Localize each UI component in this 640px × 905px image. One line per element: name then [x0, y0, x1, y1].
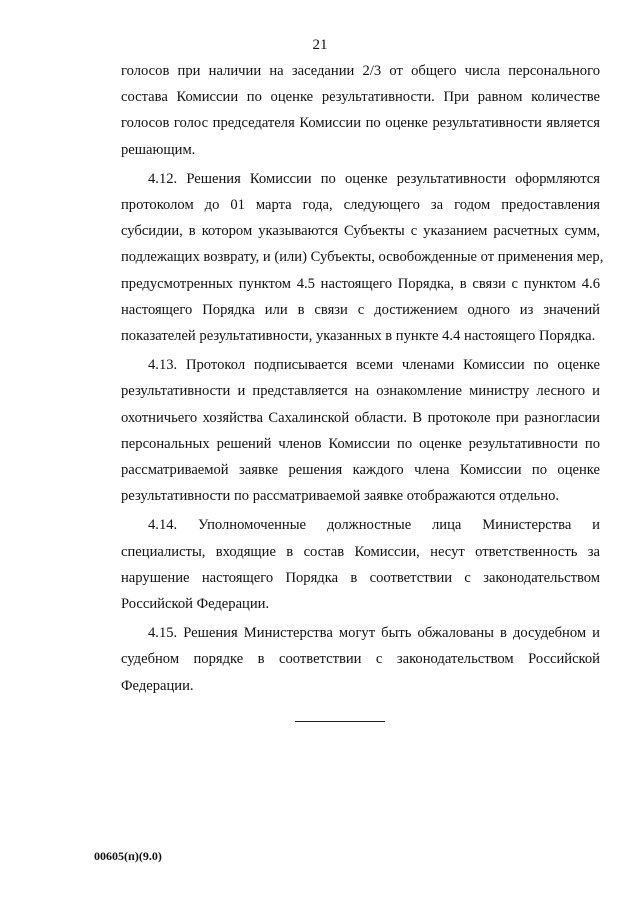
text-line: решающим.: [121, 141, 196, 158]
text-line: голосов голос председателя Комиссии по оценке результативности является: [121, 115, 600, 132]
paragraph-4-15: [121, 620, 600, 699]
text-line: 4.14. Уполномоченные должностные лица Министерства и: [148, 517, 600, 534]
text-line: результативности и представляется на ознакомление министру лесного и: [121, 383, 600, 400]
paragraph-continuation: [121, 58, 600, 163]
text-line: охотничьего хозяйства Сахалинской области. В протоколе при разногласии: [121, 409, 600, 426]
end-separator-line: [295, 721, 385, 722]
text-line: протоколом до 01 марта года, следующего за годом предоставления: [121, 197, 600, 214]
text-line: Российской Федерации.: [121, 596, 270, 613]
text-line: 4.13. Протокол подписывается всеми членами Комиссии по оценке: [148, 357, 600, 374]
text-line: предусмотренных пунктом 4.5 настоящего Порядка, в связи с пунктом 4.6: [121, 275, 600, 292]
text-line: субсидии, в котором указываются Субъекты с указанием расчетных сумм,: [121, 223, 600, 240]
text-line: персональных решений членов Комиссии по оценке результативности по: [121, 435, 600, 452]
text-line: специалисты, входящие в состав Комиссии, несут ответственность за: [121, 543, 600, 560]
text-line: голосов при наличии на заседании 2/3 от общего числа персонального: [121, 63, 600, 79]
text-line: 4.15. Решения Министерства могут быть обжалованы в досудебном и: [148, 625, 600, 642]
text-line: рассматриваемой заявке решения каждого члена Комиссии по оценке: [121, 462, 600, 479]
text-line: Федерации.: [121, 677, 194, 694]
text-line: настоящего Порядка или в связи с достижением одного из значений: [121, 301, 600, 318]
text-line: судебном порядке в соответствии с законодательством Российской: [121, 651, 600, 668]
document-body: [121, 58, 604, 699]
text-line: показателей результативности, указанных в пункте 4.4 настоящего Порядка.: [121, 328, 596, 345]
document-code: 00605(п)(9.0): [94, 849, 162, 863]
page-number: 21: [312, 37, 328, 53]
text-line: состава Комиссии по оценке результативности. При равном количестве: [121, 89, 600, 106]
paragraph-4-13: [121, 352, 600, 509]
text-line: нарушение настоящего Порядка в соответствии с законодательством: [121, 569, 600, 586]
paragraph-4-12: [121, 166, 604, 349]
text-line: подлежащих возврату, и (или) Субъекты, освобожденные от применения мер,: [121, 249, 604, 266]
text-line: 4.12. Решения Комиссии по оценке результативности оформляются: [148, 170, 600, 187]
paragraph-4-14: [121, 512, 600, 617]
text-line: результативности по рассматриваемой заявке отображаются отдельно.: [121, 488, 560, 505]
